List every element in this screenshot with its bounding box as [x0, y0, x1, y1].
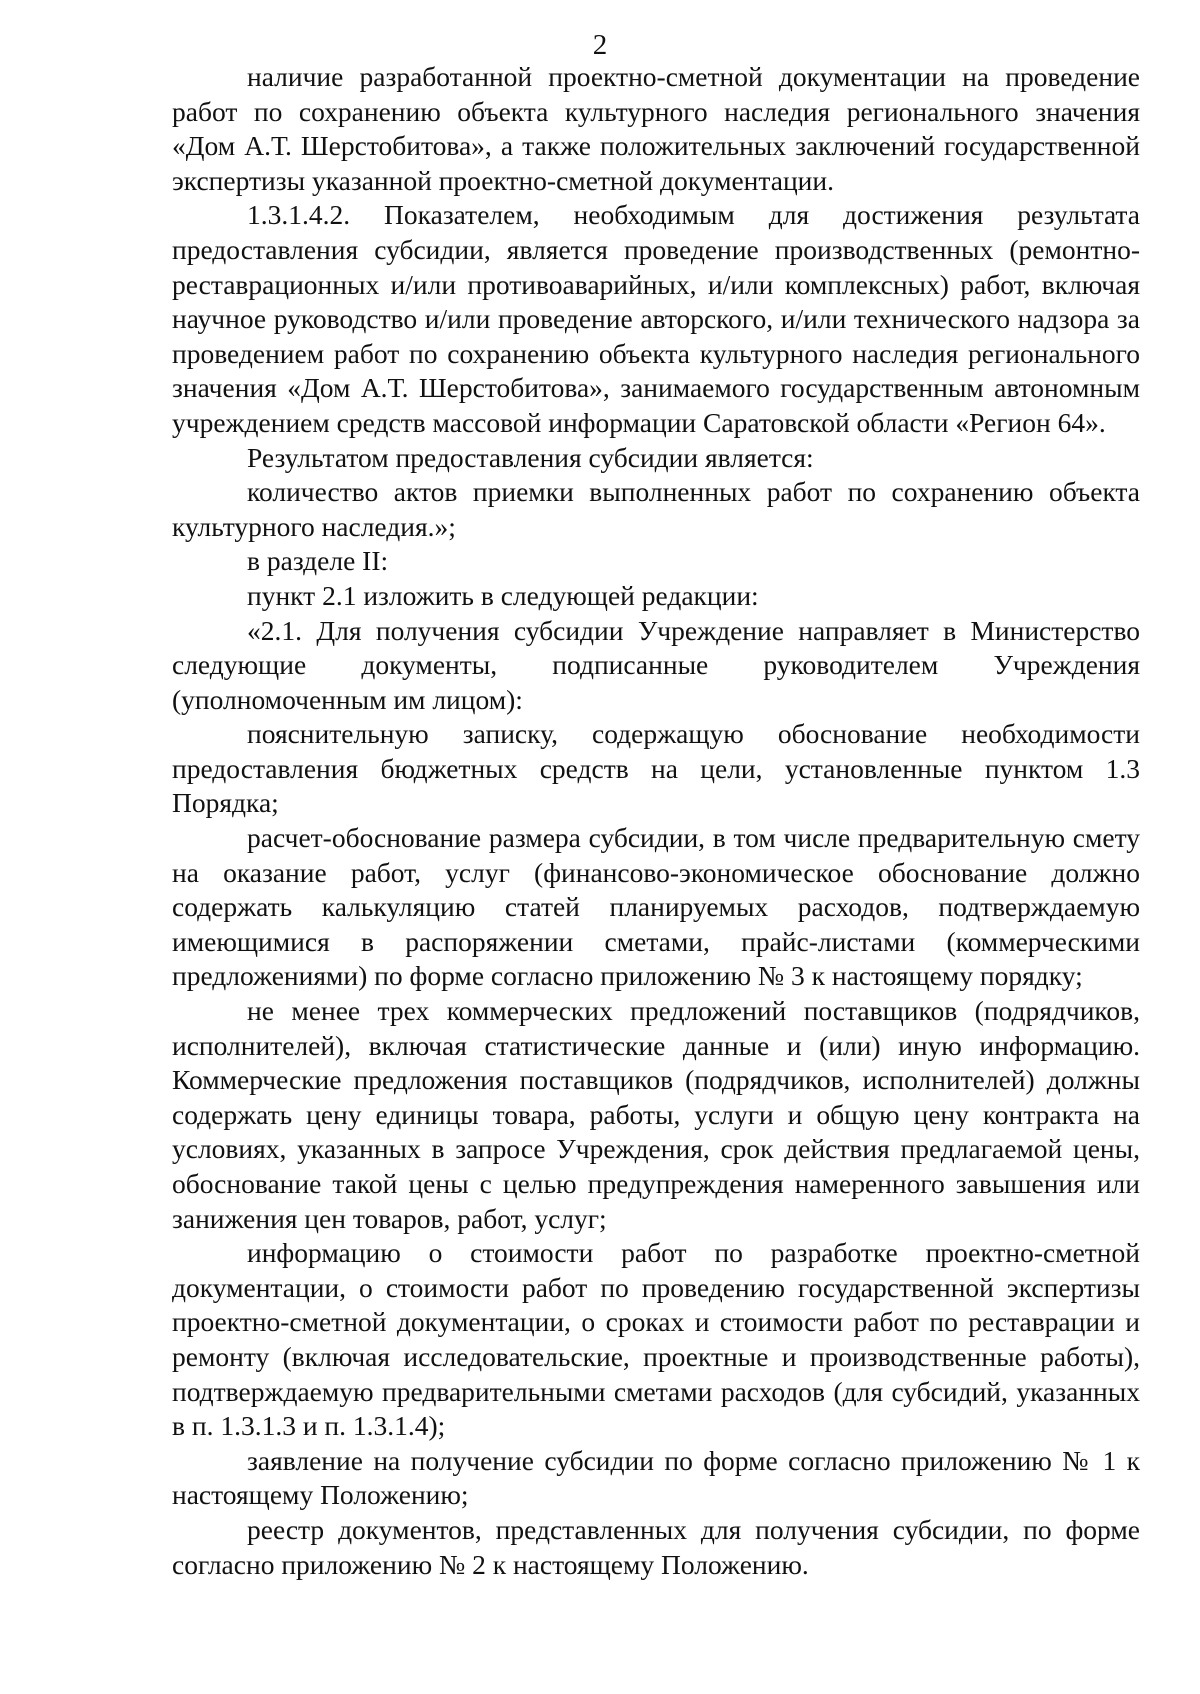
paragraph-cost-information: информацию о стоимости работ по разработке проектно-сметной документации, о стоимости работ по проведению государственной экспертизы проектно-сметной документации, о сроках и стоимости работ по реставрации и ремонту (включая исследовательские, проектные и производственные работы), подтверждаемую предварительными сметами расходов (для субсидий, указанных в п. 1.3.1.3 и п. 1.3.1.4);: [172, 1237, 1140, 1442]
paragraph-project-documentation: наличие разработанной проектно-сметной документации на проведение работ по сохранению объекта культурного наследия регионального значения «Дом А.Т. Шерстобитова», а также положительных заключений государственной экспертизы указанной проектно-сметной документации.: [172, 61, 1140, 196]
paragraph-application: заявление на получение субсидии по форме согласно приложению № 1 к настоящему Положению;: [172, 1444, 1140, 1511]
paragraph-section-ii: в разделе II:: [247, 545, 389, 577]
paragraph-result-acts: количество актов приемки выполненных работ по сохранению объекта культурного наследия.»;: [172, 476, 1140, 542]
paragraph-document-register: реестр документов, представленных для получения субсидии, по форме согласно приложению № 2 к настоящему Положению.: [172, 1513, 1140, 1580]
paragraph-item-2-1: «2.1. Для получения субсидии Учреждение направляет в Министерство следующие документы, подписанные руководителем Учреждения (уполномоченным им лицом):: [172, 614, 1140, 715]
page-number: 2: [592, 29, 608, 61]
paragraph-item-2-1-intro: пункт 2.1 изложить в следующей редакции:: [247, 579, 759, 611]
paragraph-explanatory-note: пояснительную записку, содержащую обоснование необходимости предоставления бюджетных средств на цели, установленные пунктом 1.3 Порядка;: [172, 718, 1140, 819]
document-body: [172, 60, 1140, 1582]
paragraph-subsidy-calculation: расчет-обоснование размера субсидии, в том числе предварительную смету на оказание работ, услуг (финансово-экономическое обоснование должно содержать калькуляцию статей планируемых расходов, подтверждаемую имеющимися в распоряжении сметами, прайс-листами (коммерческими предложениями) по форме согласно приложению № 3 к настоящему порядку;: [172, 822, 1140, 992]
paragraph-result-heading: Результатом предоставления субсидии является:: [247, 441, 814, 473]
paragraph-1-3-1-4-2-indicator: 1.3.1.4.2. Показателем, необходимым для достижения результата предоставления субсидии, является проведение производственных (ремонтно-реставрационных и/или противоаварийных, и/или комплексных) работ, включая научное руководство и/или проведение авторского, и/или технического надзора за проведением работ по сохранению объекта культурного наследия регионального значения «Дом А.Т. Шерстобитова», занимаемого государственным автономным учреждением средств массовой информации Саратовской области «Регион 64».: [172, 199, 1140, 438]
paragraph-commercial-offers: не менее трех коммерческих предложений поставщиков (подрядчиков, исполнителей), включая статистические данные и (или) иную информацию. Коммерческие предложения поставщиков (подрядчиков, исполнителей) должны содержать цену единицы товара, работы, услуги и общую цену контракта на условиях, указанных в запросе Учреждения, срок действия предлагаемой цены, обоснование такой цены с целью предупреждения намеренного завышения или занижения цен товаров, работ, услуг;: [172, 995, 1140, 1234]
